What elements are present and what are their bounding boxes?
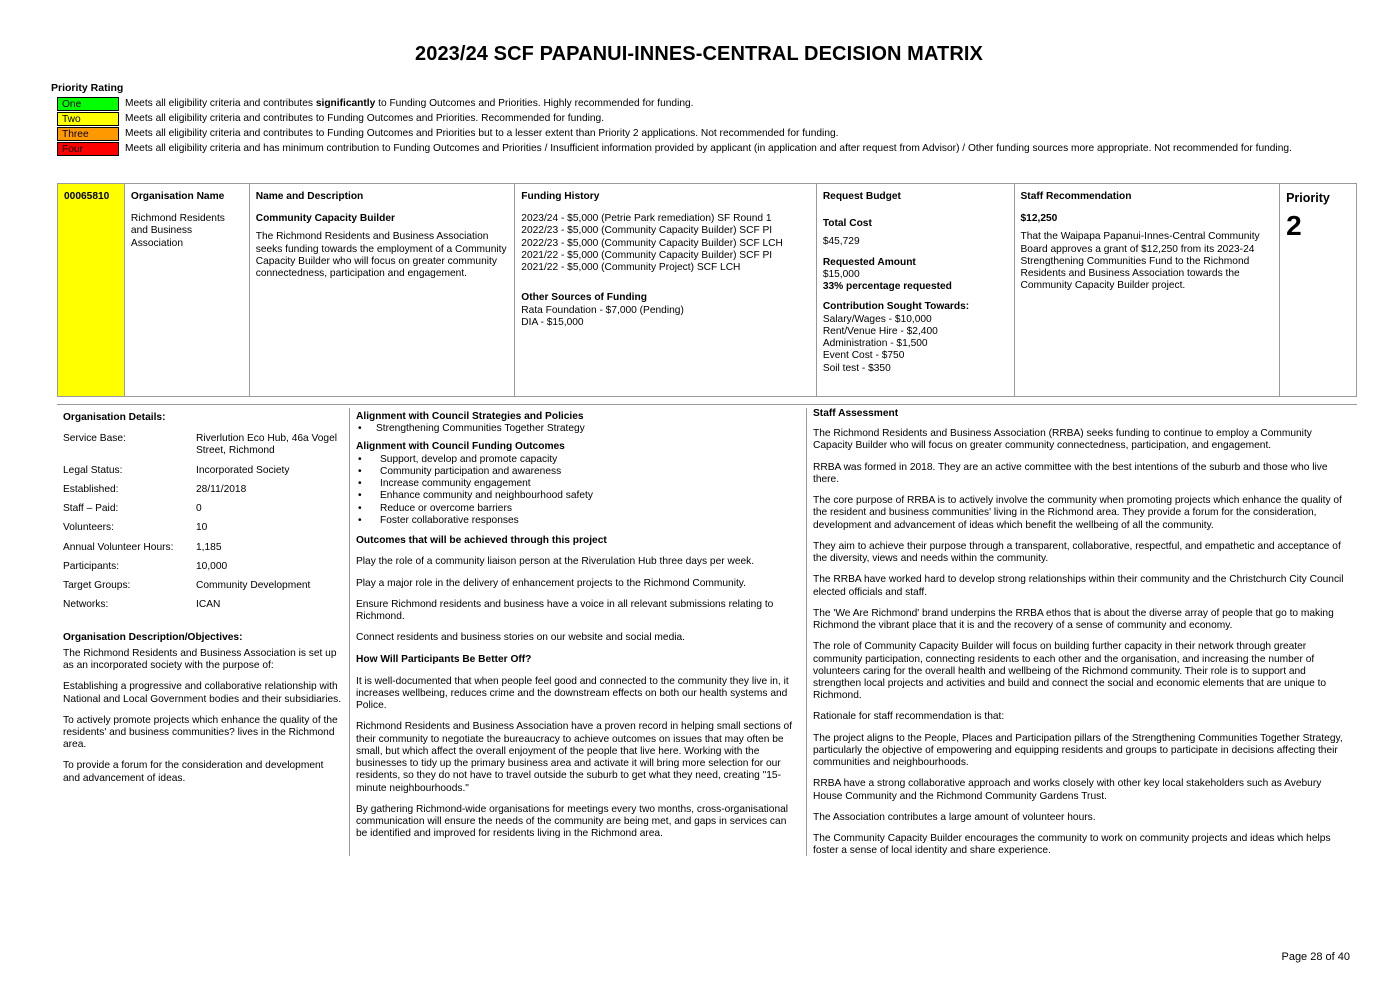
requested-amount-value: $15,000 xyxy=(822,268,860,280)
outcome-item: • Reduce or overcome barriers xyxy=(356,503,800,515)
detail-value: 0 xyxy=(196,503,202,515)
contribution-item: Salary/Wages - $10,000 xyxy=(822,313,932,325)
funding-history-item: 2021/22 - $5,000 (Community Capacity Builder) SCF PI xyxy=(521,249,773,261)
detail-row xyxy=(63,561,343,573)
legend-row-one xyxy=(57,97,1317,111)
total-cost-value: $45,729 xyxy=(822,236,860,248)
assessment-paragraph: The Richmond Residents and Business Association (RRBA) seeks funding to continue to employ a Community Capacity Builder who will focus on greater community connectedness, participation, and engagement. xyxy=(813,428,1312,452)
project-outcome-paragraph: Play a major role in the delivery of enhancement projects to the Richmond Community. xyxy=(356,577,746,589)
detail-value: 10,000 xyxy=(196,560,228,572)
other-source-item: Rata Foundation - $7,000 (Pending) xyxy=(521,304,684,316)
priority-header: Priority xyxy=(1286,191,1330,205)
strategy-item: • Strengthening Communities Together Strategy xyxy=(356,423,800,435)
assessment-paragraph: The Association contributes a large amount of volunteer hours. xyxy=(813,811,1096,823)
outcome-item: • Foster collaborative responses xyxy=(356,515,800,527)
better-off-paragraph: By gathering Richmond-wide organisations for meetings every two months, cross-organisational communication will ensure the needs of the community are being met, and gaps in services can be identified and improved for residents living in the Richmond area. xyxy=(356,803,789,840)
detail-label: Established: xyxy=(63,483,119,495)
assessment-paragraph: Rationale for staff recommendation is that: xyxy=(813,711,1005,723)
page-number: Page 28 of 40 xyxy=(1281,951,1350,963)
legend-text-one: Meets all eligibility criteria and contributes significantly to Funding Outcomes and Priorities. Highly recommended for funding. xyxy=(125,98,694,109)
detail-value: 10 xyxy=(196,522,208,534)
funding-history-item: 2022/23 - $5,000 (Community Capacity Builder) SCF PI xyxy=(521,225,773,237)
strategies-list xyxy=(356,423,800,435)
assessment-paragraph: They aim to achieve their purpose through a transparent, collaborative, respectful, and empathetic and acceptance of the diversity, views and needs within the community. xyxy=(813,540,1341,565)
better-off-paragraph: Richmond Residents and Business Association have a proven record in helping small sections of their community to negotiate the bureaucracy to achieve outcomes on issues that may often be small, but which affect the overall enjoyment of the people that live here. Working with the businesses to tidy up the primary business area and activate it will bring more selection for our residents, so they do not have to travel outside the suburb to get what they need, creating "15-minute neighbourhoods." xyxy=(356,721,793,794)
detail-row xyxy=(63,580,343,592)
project-description: The Richmond Residents and Business Association seeks funding towards the employment of a Community Capacity Builder who will focus on greater community connectedness, participation and engagement. xyxy=(255,231,507,280)
contribution-item: Event Cost - $750 xyxy=(822,350,905,362)
detail-value: 1,185 xyxy=(196,541,222,553)
detail-row xyxy=(63,542,343,554)
funding-history-cell xyxy=(515,184,817,396)
legend-chip-four: Four xyxy=(57,142,119,156)
section-divider xyxy=(57,404,1357,405)
legend-chip-one: One xyxy=(57,97,119,111)
outcome-item: • Increase community engagement xyxy=(356,478,800,490)
total-cost-label: Total Cost xyxy=(822,218,872,230)
percentage-requested: 33% percentage requested xyxy=(822,281,952,293)
legend-text-two: Meets all eligibility criteria and contributes to Funding Outcomes and Priorities. Recommended for funding. xyxy=(125,113,605,124)
contribution-item: Rent/Venue Hire - $2,400 xyxy=(822,325,938,337)
detail-row xyxy=(63,433,343,457)
better-off-paragraph: It is well-documented that when people feel good and connected to the community they live in, it increases wellbeing, reduces crime and the downstream effects on both our health systems and Police. xyxy=(356,675,789,712)
staff-recommendation-text: That the Waipapa Papanui-Innes-Central Community Board approves a grant of $12,250 from its 2023-24 Strengthening Communities Fund to the Richmond Residents and Business Association towards the Community Capacity Builder project. xyxy=(1020,231,1260,292)
detail-label: Staff – Paid: xyxy=(63,503,119,515)
staff-assessment-heading: Staff Assessment xyxy=(813,408,899,419)
org-description-paragraph: Establishing a progressive and collaborative relationship with National and Local Government bodies and their subsidiaries. xyxy=(63,681,342,705)
other-source-item: DIA - $15,000 xyxy=(521,316,584,328)
request-budget-header: Request Budget xyxy=(822,191,901,202)
project-outcome-paragraph: Connect residents and business stories on our website and social media. xyxy=(356,632,686,644)
staff-assessment-column xyxy=(806,408,1357,856)
detail-label: Annual Volunteer Hours: xyxy=(63,541,174,553)
detail-value: ICAN xyxy=(196,599,221,611)
detail-row xyxy=(63,503,343,515)
funding-history-header: Funding History xyxy=(521,191,600,202)
assessment-paragraph: The 'We Are Richmond' brand underpins the RRBA ethos that is about the diverse array of people that go to making Richmond the vibrant place that it is and the recovery of a sense of community and economy. xyxy=(813,607,1334,632)
org-details-heading: Organisation Details: xyxy=(63,412,166,423)
assessment-paragraph: The core purpose of RRBA is to actively involve the community when promoting projects which enhance the quality of the resident and business communities' living in the Richmond area. They provide a forum for the consideration, development and advancement of ideas which benefit the wellbeing of all the community. xyxy=(813,495,1342,531)
org-description-paragraph: To provide a forum for the consideration and development and advancement of ideas. xyxy=(63,760,324,784)
detail-row xyxy=(63,522,343,534)
contribution-item: Administration - $1,500 xyxy=(822,338,928,350)
detail-value: Incorporated Society xyxy=(196,464,290,476)
outcome-item: • Community participation and awareness xyxy=(356,466,800,478)
org-description-paragraph: The Richmond Residents and Business Association is set up as an incorporated society with the purpose of: xyxy=(63,647,337,672)
organisation-details-column xyxy=(57,408,349,798)
strategies-heading: Alignment with Council Strategies and Policies xyxy=(356,411,584,422)
outcome-item: • Support, develop and promote capacity xyxy=(356,454,800,466)
priority-legend xyxy=(57,97,1317,156)
detail-label: Volunteers: xyxy=(63,522,114,534)
detail-label: Legal Status: xyxy=(63,464,123,476)
outcomes-list xyxy=(356,454,800,527)
outcome-item: • Enhance community and neighbourhood safety xyxy=(356,490,800,502)
assessment-paragraph: The Community Capacity Builder encourages the community to work on community projects and ideas which helps foster a sense of local identity and share experience. xyxy=(813,833,1331,857)
detail-row xyxy=(63,484,343,496)
legend-text-four: Meets all eligibility criteria and has minimum contribution to Funding Outcomes and Priorities / Insufficient information provided by applicant (in application and after request from Advisor) / Other funding sources more appropriate. Not recommended for funding. xyxy=(125,143,1292,154)
project-outcomes-heading: Outcomes that will be achieved through this project xyxy=(356,535,607,547)
page-title: 2023/24 SCF PAPANUI-INNES-CENTRAL DECISION MATRIX xyxy=(415,43,983,65)
funding-history-item: 2021/22 - $5,000 (Community Project) SCF LCH xyxy=(521,262,741,274)
funding-history-item: 2023/24 - $5,000 (Petrie Park remediation) SF Round 1 xyxy=(521,213,772,225)
detail-row xyxy=(63,465,343,477)
legend-text-three: Meets all eligibility criteria and contributes to Funding Outcomes and Priorities but to a lesser extent than Priority 2 applications. Not recommended for funding. xyxy=(125,128,839,139)
contribution-item: Soil test - $350 xyxy=(822,362,891,374)
detail-value: Riverlution Eco Hub, 46a Vogel Street, Richmond xyxy=(196,433,338,457)
detail-label: Participants: xyxy=(63,560,120,572)
assessment-paragraph: RRBA have a strong collaborative approach and works closely with other key local stakeholders such as Avebury House Community and the Richmond Community Gardens Trust. xyxy=(813,778,1322,802)
detail-value: Community Development xyxy=(196,580,311,592)
project-name: Community Capacity Builder xyxy=(255,213,395,225)
detail-value: 28/11/2018 xyxy=(196,483,247,495)
priority-value: 2 xyxy=(1286,210,1302,241)
contribution-label: Contribution Sought Towards: xyxy=(822,301,970,313)
org-description-heading: Organisation Description/Objectives: xyxy=(63,631,243,643)
alignment-column xyxy=(349,408,806,856)
org-name-header: Organisation Name xyxy=(130,191,225,202)
legend-chip-three: Three xyxy=(57,127,119,141)
detail-row xyxy=(63,599,343,611)
decision-matrix-table xyxy=(57,183,1357,397)
priority-cell xyxy=(1280,184,1356,396)
org-name: Richmond Residents and Business Association xyxy=(130,213,225,249)
legend-row-four xyxy=(57,142,1317,156)
detail-label: Networks: xyxy=(63,599,109,611)
description-header: Name and Description xyxy=(255,191,364,202)
org-description-paragraph: To actively promote projects which enhance the quality of the residents' and business communities? lives in the Richmond area. xyxy=(63,714,338,751)
better-off-heading: How Will Participants Be Better Off? xyxy=(356,653,532,665)
staff-recommendation-header: Staff Recommendation xyxy=(1020,191,1132,202)
legend-chip-two: Two xyxy=(57,112,119,126)
detail-label: Target Groups: xyxy=(63,580,131,592)
other-sources-header: Other Sources of Funding xyxy=(521,292,647,304)
assessment-paragraph: RRBA was formed in 2018. They are an active committee with the best intentions of the suburb and those who live there. xyxy=(813,461,1328,485)
requested-amount-label: Requested Amount xyxy=(822,256,916,268)
staff-recommended-amount: $12,250 xyxy=(1020,213,1058,225)
application-id: 00065810 xyxy=(58,184,125,396)
staff-recommendation-cell xyxy=(1015,184,1281,396)
priority-rating-heading: Priority Rating xyxy=(51,82,124,94)
request-budget-cell xyxy=(817,184,1015,396)
org-name-cell xyxy=(125,184,250,396)
legend-row-three xyxy=(57,127,1317,141)
description-cell xyxy=(250,184,516,396)
assessment-paragraph: The project aligns to the People, Places and Participation pillars of the Strengthening Communities Together Strategy, particularly the objective of empowering and equipping residents and groups to participate in decisions affecting their communities and neighbourhoods. xyxy=(813,732,1343,769)
outcomes-heading: Alignment with Council Funding Outcomes xyxy=(356,441,565,453)
detail-label: Service Base: xyxy=(63,433,126,445)
assessment-paragraph: The role of Community Capacity Builder will focus on building further capacity in their network through greater community participation, connecting residents to each other and the organisation, and increasing the number of volunteers caring for the overall health and wellbeing of the Richmond community. Their role is to support and strengthen local projects and activities and build and connect the social and economic elements that are unique to Richmond. xyxy=(813,641,1327,702)
assessment-paragraph: The RRBA have worked hard to develop strong relationships within their community and the Christchurch City Council elected officials and staff. xyxy=(813,574,1344,598)
funding-history-item: 2022/23 - $5,000 (Community Capacity Builder) SCF LCH xyxy=(521,237,783,249)
legend-row-two xyxy=(57,112,1317,126)
project-outcome-paragraph: Play the role of a community liaison person at the Riverulation Hub three days per week. xyxy=(356,556,755,568)
project-outcome-paragraph: Ensure Richmond residents and business have a voice in all relevant submissions relating to Richmond. xyxy=(356,598,774,623)
